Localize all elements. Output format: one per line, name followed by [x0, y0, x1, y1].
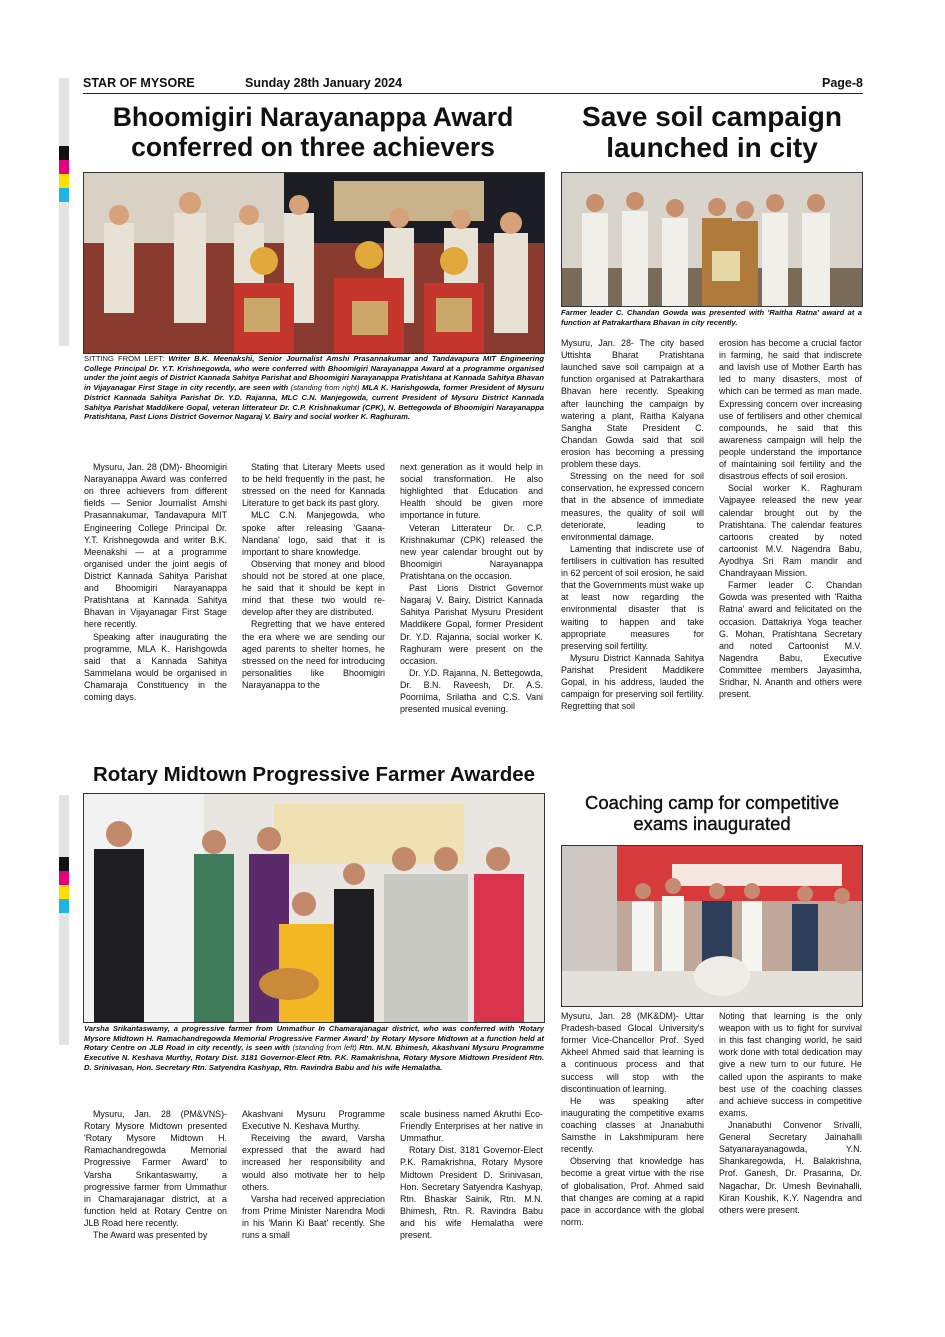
- article4-col1-para: He was speaking after inaugurating the competitive exams coaching classes at Jnanabuthi Samsthe in Lakshmipuram here recently.: [561, 1095, 704, 1155]
- article3-photo: [83, 793, 545, 1023]
- article3-column-3: [400, 1108, 543, 1266]
- article2-photo: [561, 172, 863, 307]
- article4-column-2: [719, 1010, 862, 1265]
- article3-col2-para: Varsha had received appreciation from Prime Minister Narendra Modi in his 'Mann Ki Baat' recently. She runs a small: [242, 1193, 385, 1241]
- print-registration-strip-bottom: [59, 795, 69, 1045]
- article2-col1-para: Mysuru, Jan. 28- The city based Uttishta Bharat Pratishtana launched save soil campaign at a function organised at Patrakarthara Bhavan here recently. Speaking after launching the campaign by watering a plant, Raitha Kalyana Sangha State President C. Chandan Gowda said that soil erosion has becoming a pressing problem these days.: [561, 338, 704, 470]
- article4-photo: [561, 845, 863, 1007]
- article2-headline: Save soil campaign launched in city: [582, 101, 842, 164]
- print-registration-strip-top: [59, 78, 69, 346]
- article1-col2-para: MLC C.N. Manjegowda, who spoke after releasing 'Gaana-Nandana' logo, said that it is important to share knowledge.: [242, 510, 385, 557]
- article3-column-1: [84, 1108, 227, 1266]
- article3-caption-body: Varsha Srikantaswamy, a progressive farmer from Ummathur In Chamarajanagar district, who was conferred with 'Rotary Mysore Midtown H. Ramachandregowda Memorial Progressive Farmer Award' by Rotary Mysore Midtown at a function held at Rotary Centre on JLB Road in city recently, is seen with: [84, 1024, 544, 1053]
- article2-column-2: [719, 337, 862, 787]
- article1-photo: [83, 172, 545, 354]
- article4-headline: Coaching camp for competitive exams inaugurated: [585, 792, 839, 834]
- article1-caption-tail: MLA K. Harishgowda, former President of Mysuru District Kannada Sahitya Parishat Dr. Y.D. Rajanna, MLC C.N. Manjegowda, current President of Mysuru District Kannada Sahitya Parishat Maddikere Gopal, veteran litterateur Dr. C.P. Krishnakumar (CPK), N. Bettegowda of Bhoomigiri Narayanappa Pratishtana, Past Lions District Governor Nagaraj V. Bairy and social worker K. Raghuram.: [84, 383, 544, 422]
- article2-col2-para: Farmer leader C. Chandan Gowda was presented with 'Raitha Ratna' award and felicitated on the occasion. Dattakriya Yoga teacher G. Mohan, Pratishtana Secretary and noted Cartoonist M.V. Nagendra Babu, Executive Committee members Jayasimha, Sridhar, N. Ananth and others were present.: [719, 580, 862, 700]
- masthead-paper-name: STAR OF MYSORE: [83, 76, 195, 90]
- article4-col2-para: Jnanabuthi Convenor Srivalli, General Secretary Jainahalli Satyanarayanagowda, Y.N. Shankaregowda, H. Balakrishna, Prof. Ganesh, Dr. Prasanna, Dr. Nagachar, Dr. Umesh Bevinahalli, Kiran Koushik, K.Y. Nagendra and others were present.: [719, 1119, 862, 1215]
- article1-col1-para: Speaking after inaugurating the programme, MLA K. Harishgowda said that a Kannada Sahitya Sammelana would be organised in Chamaraja Constituency in the coming days.: [84, 631, 227, 703]
- article4-col2-para: Noting that learning is the only weapon with us to fight for survival in this fast changing world, he said work done with total dedication may give a new turn to our future. He called upon the aspirants to make best use of the coaching classes and achieve success in competitive exams.: [719, 1011, 862, 1118]
- article1-col1-para: Mysuru, Jan. 28 (DM)- Bhoomigiri Narayanappa Award was conferred on three achievers from different fields — Senior Journalist Amshi Prasannakumar, Tandavapura MIT Engineering College Principal Dr. Y.T. Krishnegowda and writer B.K. Meenakshi — at a programme organised under the joint aegis of District Kannada Sahitya Parishat and Bhoomigiri Narayanappa Pratishtana at Kannada Sahitya Bhavan in Vijayanagar First Stage here recently.: [84, 462, 227, 630]
- article2-col2-para: Social worker K. Raghuram Vajpayee released the new year calendar brought out by the Pratishtana. The calendar features cartoons created by noted cartoonist M.V. Nagendra Babu, Ayodhya Sri Ram mandir and Chandrayaan Mission.: [719, 483, 862, 579]
- article3-col3-para: Rotary Dist. 3181 Governor-Elect P.K. Ramakrishna, Rotary Mysore Midtown President D. Srinivasan, Hon. Secretary Satyendra Kashyap, Rtn. Bhaskar Sainik, Rtn. M.N. Bhimesh, Rtn. R. Ravindra Babu and his wife Hemalatha were present.: [400, 1145, 543, 1241]
- article3-photo-caption: [84, 1024, 544, 1073]
- article3-col3-para: scale business named Akruthi Eco-Friendly Enterprises at her native in Ummathur.: [400, 1109, 543, 1144]
- article1-col2-para: Observing that money and blood should not be stored at one place, he said that it should be kept in mind that these two would re-develop after they are distributed.: [242, 558, 385, 618]
- article1-column-3: [400, 461, 543, 759]
- article1-col2-para: Stating that Literary Meets used to be held frequently in the past, he stressed on the need for Kannada Literature to get back its past glory.: [242, 462, 385, 509]
- article1-caption-lead: SITTING FROM LEFT:: [84, 354, 165, 363]
- article1-caption-mid: (standing from right): [290, 383, 360, 393]
- article2-photo-caption: Farmer leader C. Chandan Gowda was presented with 'Raitha Ratna' award at a function at Patrakarthara Bhavan in city recently.: [561, 308, 862, 327]
- article3-caption-tail: Rtn. M.N. Bhimesh, Akashvani Mysuru Programme Executive N. Keshava Murthy, Rotary Dist. 3181 Governor-Elect Rtn. P.K. Ramakrishna, Rotary Mysore Midtown President Rtn. D. Srinivasan, Hon. Secretary Rtn. Satyendra Kashyap, Rtn. Ravindra Babu and his wife Hemalatha.: [84, 1043, 544, 1072]
- article3-col2-para: Akashvani Mysuru Programme Executive N. Keshava Murthy.: [242, 1109, 385, 1132]
- article1-col3-para: Veteran Litterateur Dr. C.P. Krishnakumar (CPK) released the new year calendar brought out by Bhoomigiri Narayanappa Pratishtana on the occasion.: [400, 522, 543, 581]
- article4-col1-para: Observing that knowledge has become a great virtue with the rise of globalisation, Prof. Ahmed said that changes are coming at a rapid pace in accordance with the global norm.: [561, 1156, 704, 1227]
- article2-col1-para: Stressing on the need for soil conservation, he expressed concern that in the absence of immediate measures, the quality of soil will deteriorate, leading to environmental damage.: [561, 471, 704, 542]
- article3-col2-para: Receiving the award, Varsha expressed that the award had increased her responsibility and would also motivate her to help others.: [242, 1133, 385, 1192]
- article1-col3-para: Dr. Y.D. Rajanna, N. Bettegowda, Dr. B.N. Raveesh, Dr. A.S. Poornima, Srilatha and C.S. Vani presented musical evening.: [400, 667, 543, 715]
- article3-column-2: [242, 1108, 385, 1266]
- article2-col1-para: Lamenting that indiscrete use of fertilisers in cultivation has resulted in 62 percent of soil erosion, he said that the Governments must wake up at least now regarding the environmental disaster that is waiting to happen and take appropriate measures for preserving soil fertility.: [561, 543, 704, 651]
- masthead-rule: [83, 93, 863, 94]
- article1-column-2: [242, 461, 385, 759]
- article1-column-1: [84, 461, 227, 759]
- article4-column-1: [561, 1010, 704, 1265]
- article1-col3-para: Past Lions District Governor Nagaraj V. Bairy, District Kannada Sahitya Parishat Mysuru President Maddikere Gopal, former President Dr. Y.D. Rajanna, social worker K. Raghuram were present on the occasion.: [400, 583, 543, 666]
- masthead-page-number: Page-8: [822, 76, 863, 90]
- article1-photo-caption: [84, 354, 544, 422]
- article2-column-1: [561, 337, 704, 787]
- article3-headline: Rotary Midtown Progressive Farmer Awardee: [92, 763, 536, 786]
- article2-col1-para: Mysuru District Kannada Sahitya Parishat President Maddikere Gopal, in his address, lauded the campaign for preserving soil fertility. Regretting that soil: [561, 652, 704, 712]
- article3-col1-para: The Award was presented by: [93, 1230, 208, 1241]
- article4-col1-para: Mysuru, Jan. 28 (MK&DM)- Uttar Pradesh-based Glocal University's former Vice-Chancellor Prof. Syed Akheel Ahmed said that learning is a continuous process and that success will stop with the discontinuation of learning.: [561, 1011, 704, 1094]
- article1-headline: Bhoomigiri Narayanappa Award conferred on three achievers: [112, 102, 514, 162]
- article2-col2-para: erosion has become a crucial factor in farming, he said that indiscrete and lavish use of Mother Earth has led to many disasters, most of which can be termed as man made. Expressing concern over increasing use of fertilisers and other chemical compounds, he said that this awareness campaign will help the people understand the importance of maintaining soil fertility and the disastrous effects of soil erosion.: [719, 338, 862, 482]
- article3-col1-para: Mysuru, Jan. 28 (PM&VNS)- Rotary Mysore Midtown presented 'Rotary Mysore Midtown H. Ramachandregowda Memorial Progressive Farmer Award' to Varsha Srikantaswamy, a progressive farmer from Ummathur in Chamarajanagar district, at a function held at Rotary Centre on JLB Road here recently.: [84, 1109, 227, 1228]
- article1-col2-para: Regretting that we have entered the era where we are sending our aged parents to shelter homes, he stressed on the need for introducing personalities like Bhoomigiri Narayanappa to the: [242, 619, 385, 690]
- article1-caption-body: Writer B.K. Meenakshi, Senior Journalist Amshi Prasannakumar and Tandavapura MIT Engineering College Principal Dr. Y.T. Krishnegowda, who were conferred with Bhoomigiri Narayanappa Award at a programme organised under the joint aegis of District Kannada Sahitya Parishat and Bhoomigiri Narayanappa Pratishtana at Kannada Sahitya Bhavan in Vijayanagar First Stage in city recently, are seen with: [84, 354, 544, 393]
- article1-col3-para: next generation as it would help in social transformation. He also highlighted that Education and Health should be given more importance in future.: [400, 462, 543, 521]
- masthead-date: Sunday 28th January 2024: [245, 76, 403, 90]
- article3-caption-mid: (standing from left): [292, 1043, 357, 1053]
